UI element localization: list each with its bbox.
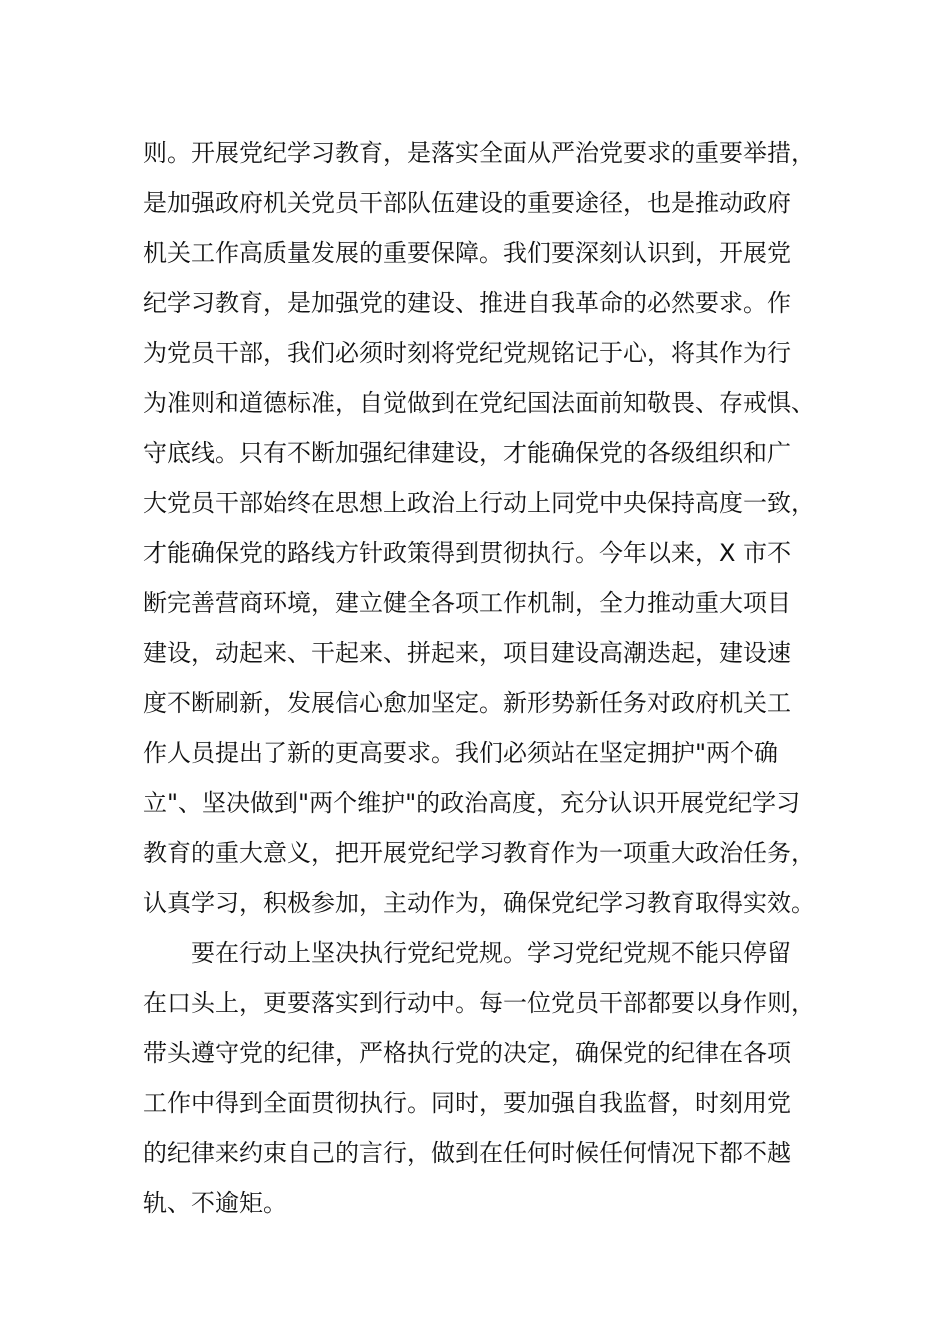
text-line: 为准则和道德标准，自觉做到在党纪国法面前知敬畏、存戒惧、 [143,389,815,417]
text-line: 大党员干部始终在思想上政治上行动上同党中央保持高度一致， [143,489,815,517]
text-line: 纪学习教育，是加强党的建设、推进自我革命的必然要求。作 [143,289,791,317]
text-line: 认真学习，积极参加，主动作为，确保党纪学习教育取得实效。 [143,889,815,917]
paragraph-1 [143,128,833,928]
text-line: 则。开展党纪学习教育，是落实全面从严治党要求的重要举措， [143,139,815,167]
text-line: 是加强政府机关党员干部队伍建设的重要途径，也是推动政府 [143,189,791,217]
text-line: 立"、坚决做到"两个维护"的政治高度，充分认识开展党纪学习 [143,789,801,817]
text-line: 机关工作高质量发展的重要保障。我们要深刻认识到，开展党 [143,239,791,267]
text-line: 建设，动起来、干起来、拼起来，项目建设高潮迭起，建设速 [143,639,791,667]
text-line: 才能确保党的路线方针政策得到贯彻执行。今年以来，X 市不 [143,539,792,567]
text-line: 作人员提出了新的更高要求。我们必须站在坚定拥护"两个确 [143,739,779,767]
text-line: 带头遵守党的纪律，严格执行党的决定，确保党的纪律在各项 [143,1039,791,1067]
text-line: 为党员干部，我们必须时刻将党纪党规铭记于心，将其作为行 [143,339,791,367]
text-line: 在口头上，更要落实到行动中。每一位党员干部都要以身作则， [143,989,815,1017]
text-line: 的纪律来约束自己的言行，做到在任何时候任何情况下都不越 [143,1139,791,1167]
document-body [143,128,833,1228]
text-line: 度不断刷新，发展信心愈加坚定。新形势新任务对政府机关工 [143,689,791,717]
text-line: 工作中得到全面贯彻执行。同时，要加强自我监督，时刻用党 [143,1089,791,1117]
text-line: 要在行动上坚决执行党纪党规。学习党纪党规不能只停留 [191,939,791,967]
text-line: 守底线。只有不断加强纪律建设，才能确保党的各级组织和广 [143,439,791,467]
paragraph-2 [143,928,833,1228]
text-line: 轨、不逾矩。 [143,1189,287,1217]
text-line: 教育的重大意义，把开展党纪学习教育作为一项重大政治任务， [143,839,815,867]
text-line: 断完善营商环境，建立健全各项工作机制，全力推动重大项目 [143,589,791,617]
